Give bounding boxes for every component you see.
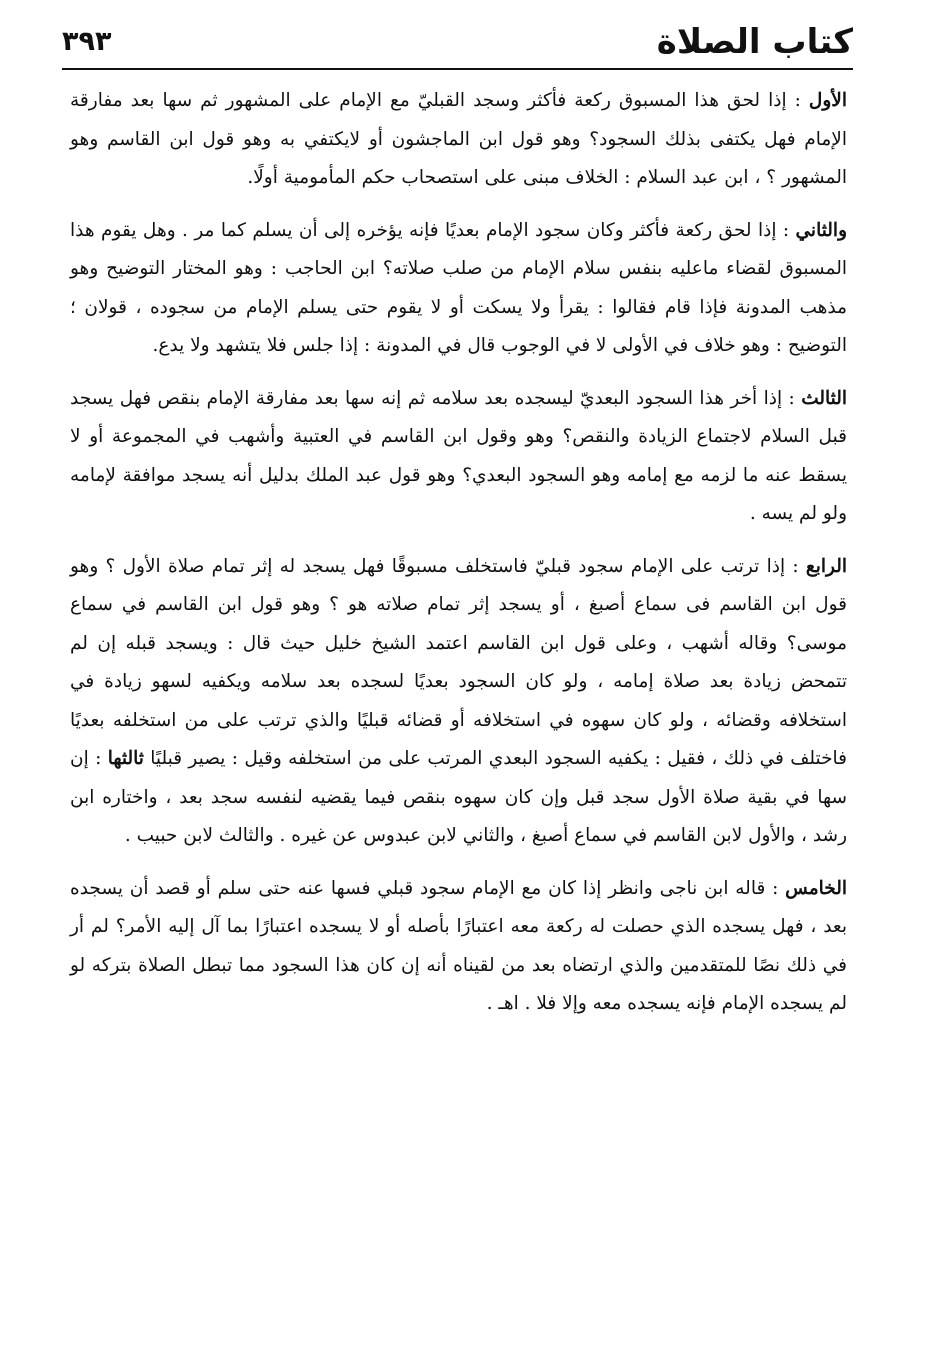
paragraph-fourth [70, 548, 847, 856]
paragraph-lead-word: الرابع [805, 555, 847, 577]
paragraph-lead-word: الأول [808, 90, 847, 111]
paragraph-text: : إذا لحق ركعة فأكثر وكان سجود الإمام بعديًا فإنه يؤخره إلى أن يسلم كما مر . وهل يقوم هذا المسبوق لقضاء ماعليه بنفس سلام الإمام من صلب صلاته؟ ابن الحاجب : وهو المختار التوضيح وهو مذهب المدونة فإذا قام فقالوا : يقرأ ولا يسكت أو لا يقوم حتى يسلم الإمام من سجوده ، قولان ؛ التوضيح : وهو خلاف في الأولى لا في الوجوب قال في المدونة : إذا جلس فلا يتشهد ولا يدع. [70, 219, 848, 356]
page-body [70, 82, 847, 1038]
paragraph-fifth [70, 870, 847, 1024]
paragraph-text: : إذا ترتب على الإمام سجود قبليّ فاستخلف مسبوقًا فهل يسجد له إثر تمام صلاة الأول ؟ وهو قول ابن القاسم فى سماع أصبغ ، أو يسجد إثر تمام صلاته هو ؟ وهو قول ابن القاسم في سماع موسى؟ وقاله أشهب ، وعلى قول ابن القاسم اعتمد الشيخ خليل حيث قال : ويسجد قبله إن لم تتمحض زيادة بعد صلاة إمامه ، ولو كان السجود بعديًا لسجده بعد سلامه ويكفيه لسهو زيادة في استخلافه وقضائه ، ولو كان سهوه في استخلافه أو قضائه قبليًا والذي ترتب على من استخلفه بعديًا فاختلف في ذلك ، فقيل : يكفيه السجود البعدي المرتب على من استخلفه وقيل : يصير قبليًا [70, 555, 847, 769]
paragraph-text: : إذا لحق هذا المسبوق ركعة فأكثر وسجد القبليّ مع الإمام على المشهور ثم سها بعد مفارقة الإمام فهل يكتفى بذلك السجود؟ وهو قول ابن الماجشون أو لايكتفي به وهو قول ابن القاسم وهو المشهور ؟ ، ابن عبد السلام : الخلاف مبنى على استصحاب حكم المأمومية أولًا. [70, 90, 847, 188]
paragraph-lead-word: الثالث [801, 387, 847, 409]
paragraph-third [70, 380, 847, 534]
paragraph-inline-bold: ثالثها [107, 748, 144, 769]
paragraph-second [70, 212, 847, 366]
running-title: كتاب الصلاة [656, 22, 853, 62]
paragraph-first [70, 82, 847, 198]
page-header [62, 18, 853, 70]
page-number: ٣٩٣ [62, 26, 112, 57]
paragraph-lead-word: الخامس [785, 877, 847, 899]
paragraph-text-continued: : إن سها في بقية صلاة الأول سجد قبل وإن كان سهوه بنقص فيما يقضيه لنفسه سجد بعد ، واختاره ابن رشد ، والأول لابن القاسم في سماع أصبغ ، والثاني لابن عبدوس عن غيره . والثالث لابن حبيب . [70, 748, 847, 846]
header-rule [62, 68, 853, 70]
paragraph-lead-word: والثاني [795, 219, 847, 241]
paragraph-text: : قاله ابن ناجى وانظر إذا كان مع الإمام سجود قبلي فسها عنه حتى سلم أو قصد أن يسجده بعد ، فهل يسجده الذي حصلت له ركعة معه اعتبارًا بأصله أو لا يسجده اعتبارًا بما آل إليه الأمر؟ لم أر في ذلك نصًا للمتقدمين والذي ارتضاه بعد من لقيناه أنه إن كان هذا السجود مما تبطل الصلاة بتركه لو لم يسجده الإمام فإنه يسجده معه وإلا فلا . اهـ . [70, 877, 847, 1014]
paragraph-text: : إذا أخر هذا السجود البعديّ ليسجده بعد سلامه ثم إنه سها بعد مفارقة الإمام بنقص فهل يسجد قبل السلام لاجتماع الزيادة والنقص؟ وهو وقول ابن القاسم في العتبية وأشهب في المجموعة أو لا يسقط عنه ما لزمه مع إمامه وهو السجود البعدي؟ وهو قول عبد الملك بدليل أنه يسجد موافقة لإمامه ولو لم يسه . [70, 387, 847, 524]
